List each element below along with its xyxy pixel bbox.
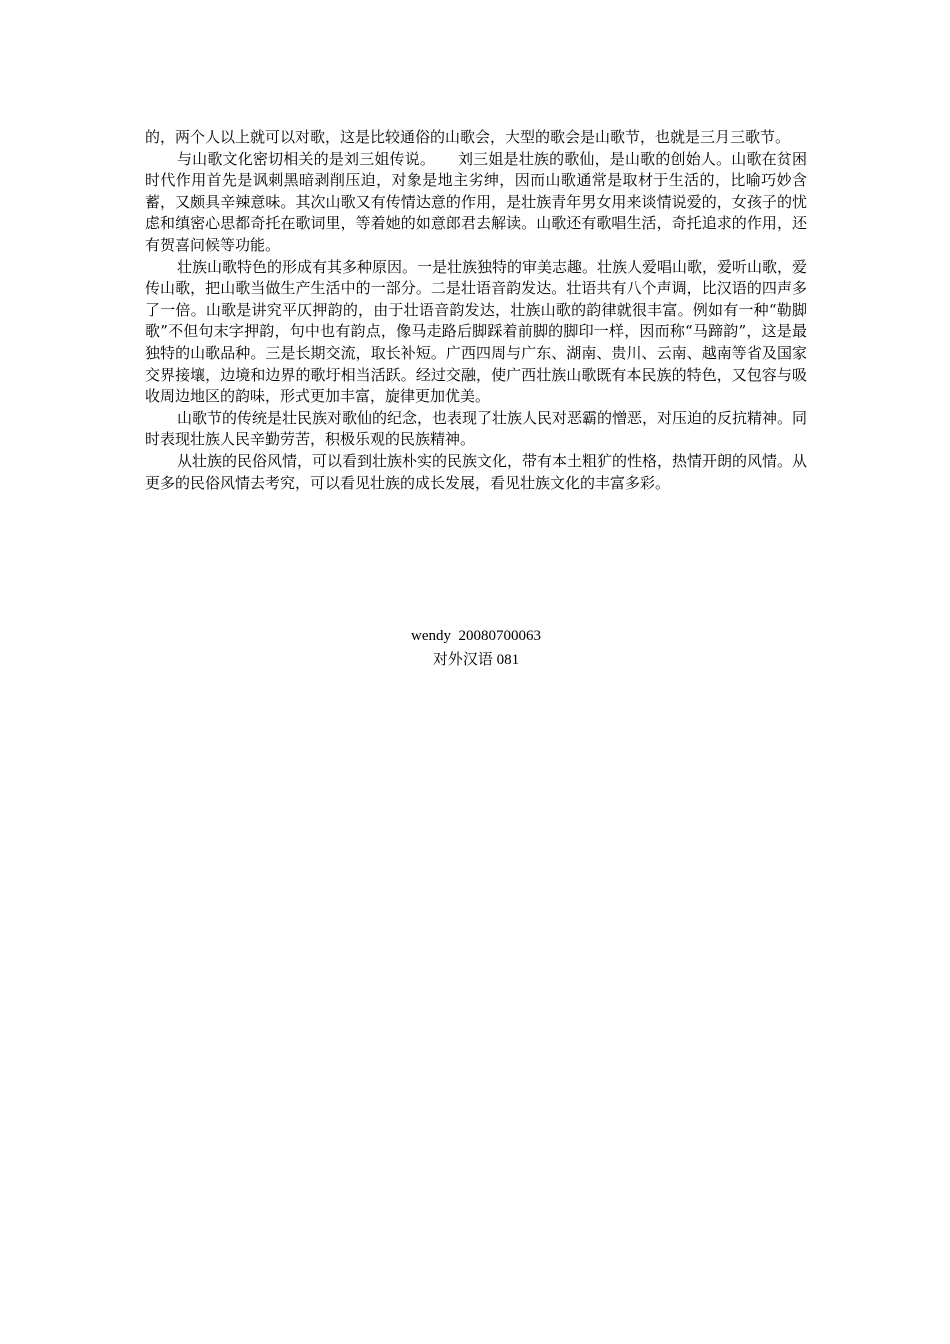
author-signature xyxy=(145,624,807,672)
author-name-id: wendy 20080700063 xyxy=(411,628,541,644)
paragraph-festival-tradition: 山歌节的传统是壮民族对歌仙的纪念，也表现了壮族人民对恶霸的憎恶，对压迫的反抗精神。同时表现壮族人民辛勤劳苦，积极乐观的民族精神。 xyxy=(145,408,808,449)
paragraph-folk-song-features: 壮族山歌特色的形成有其多种原因。一是壮族独特的审美志趣。壮族人爱唱山歌，爱听山歌，爱传山歌，把山歌当做生产生活中的一部分。二是壮语音韵发达。壮语共有八个声调，比汉语的四声多了一倍。山歌是讲究平仄押韵的，由于壮语音韵发达，壮族山歌的韵律就很丰富。例如有一种“勒脚歌”不但句末字押韵，句中也有韵点，像马走路后脚踩着前脚的脚印一样，因而称“马蹄韵”，这是最独特的山歌品种。三是长期交流，取长补短。广西四周与广东、湖南、贵川、云南、越南等省及国家交界接壤，边境和边界的歌圩相当活跃。经过交融，使广西壮族山歌既有本民族的特色，又包容与吸收周边地区的韵味，形式更加丰富，旋律更加优美。 xyxy=(145,257,808,406)
paragraph-conclusion: 从壮族的民俗风情，可以看到壮族朴实的民族文化，带有本土粗犷的性格，热情开朗的风情。从更多的民俗风情去考究，可以看见壮族的成长发展，看见壮族文化的丰富多彩。 xyxy=(145,451,808,492)
author-class: 对外汉语 081 xyxy=(432,652,520,668)
paragraph-continuation: 的，两个人以上就可以对歌，这是比较通俗的山歌会，大型的歌会是山歌节，也就是三月三歌节。 xyxy=(145,128,791,146)
article-body xyxy=(145,127,807,494)
paragraph-liu-sanjie: 与山歌文化密切相关的是刘三姐传说。 刘三姐是壮族的歌仙，是山歌的创始人。山歌在贫困时代作用首先是讽刺黑暗剥削压迫，对象是地主劣绅，因而山歌通常是取材于生活的，比喻巧妙含蓄，又颇具辛辣意味。其次山歌又有传情达意的作用，是壮族青年男女用来谈情说爱的，女孩子的忧虑和缜密心思都奇托在歌词里，等着她的如意郎君去解读。山歌还有歌唱生活，奇托追求的作用，还有贺喜问候等功能。 xyxy=(145,149,807,254)
